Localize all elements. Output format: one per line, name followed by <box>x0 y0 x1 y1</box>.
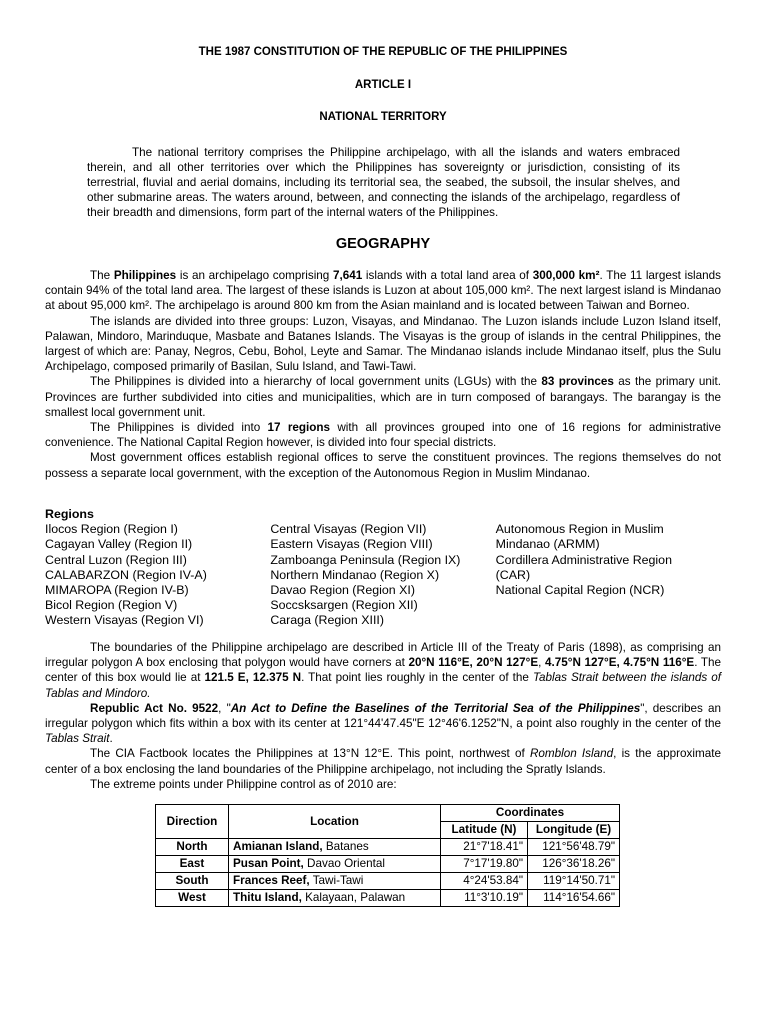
geography-paragraph-1: The Philippines is an archipelago comprising 7,641 islands with a total land area of 300,000 km². The 11 largest islands contain 94% of the total land area. The largest of these islands is Luzon at about 105,000 km². The next largest island is Mindanao at about 95,000 km². The archipelago is around 800 km from the Asian mainland and is located between Taiwan and Borneo. <box>45 269 721 313</box>
list-item: Northern Mindanao (Region X) <box>270 567 440 582</box>
list-item: Central Luzon (Region III) <box>45 552 187 567</box>
geography-paragraph-3: The Philippines is divided into a hierarchy of local government units (LGUs) with the 83 provinces as the primary unit. Provinces are further subdivided into cities and municipalities, which are in turn composed of barangays. The barangay is the smallest local government unit. <box>45 375 721 419</box>
list-item: Western Visayas (Region VI) <box>45 613 204 628</box>
table-row: North Amianan Island, Batanes 21°7'18.41" 121°56'48.79" <box>156 839 620 856</box>
table-row: South Frances Reef, Tawi-Tawi 4°24'53.84" 119°14'50.71" <box>156 873 620 890</box>
section-heading: NATIONAL TERRITORY <box>319 111 447 123</box>
regions-column-2 <box>270 522 495 628</box>
list-item: Ilocos Region (Region I) <box>45 522 178 537</box>
regions-heading: Regions <box>45 507 94 521</box>
header-longitude: Longitude (E) <box>528 822 620 839</box>
intro-paragraph <box>87 145 680 220</box>
header-location: Location <box>229 805 441 839</box>
geography-paragraph-4: The Philippines is divided into 17 regions with all provinces grouped into one of 16 regions for administrative convenience. The National Capital Region however, is divided into four special districts. <box>45 421 721 450</box>
list-item: Cagayan Valley (Region II) <box>45 537 193 552</box>
geography-paragraph-5: Most government offices establish regional offices to serve the constituent provinces. The regions themselves do not possess a separate local government, with the exception of the Autonomous Region in Muslim Mindanao. <box>45 451 721 480</box>
list-item: CALABARZON (Region IV-A) <box>45 567 207 582</box>
boundaries-paragraph-1: The boundaries of the Philippine archipelago are described in Article III of the Treaty of Paris (1898), as comprising an irregular polygon A box enclosing that polygon would have corners at 20°N 116°E, 20°N 127°E, 4.75°N 127°E, 4.75°N 116°E. The center of this box would lie at 121.5 E, 12.375 N. That point lies roughly in the center of the Tablas Strait between the islands of Tablas and Mindoro. <box>45 641 721 700</box>
regions-column-1 <box>45 522 270 628</box>
list-item: Caraga (Region XIII) <box>270 613 384 628</box>
table-row: West Thitu Island, Kalayaan, Palawan 11°3'10.19" 114°16'54.66" <box>156 890 620 907</box>
geography-body <box>45 268 721 481</box>
boundaries-paragraph-2: Republic Act No. 9522, "An Act to Define the Baselines of the Territorial Sea of the Philippines", describes an irregular polygon which fits within a box with its center at 121°44'47.45"E 12°46'6.1252"N, a point also roughly in the center of the Tablas Strait. <box>45 701 721 746</box>
regions-section <box>45 507 721 629</box>
intro-text: The national territory comprises the Philippine archipelago, with all the islands and waters embraced therein, and all other territories over which the Philippines has sovereignty or jurisdiction, consisting of its terrestrial, fluvial and aerial domains, including its territorial sea, the seabed, the subsoil, the insular shelves, and other submarine areas. The waters around, between, and connecting the islands of the archipelago, regardless of their breadth and dimensions, form part of the internal waters of the Philippines. <box>87 146 680 219</box>
list-item: National Capital Region (NCR) <box>495 583 665 598</box>
list-item: Eastern Visayas (Region VIII) <box>270 537 433 552</box>
list-item: Cordillera Administrative Region <box>495 552 672 567</box>
regions-column-3 <box>496 522 721 628</box>
list-item: MIMAROPA (Region IV-B) <box>45 583 189 598</box>
header-latitude: Latitude (N) <box>441 822 528 839</box>
list-item: Zamboanga Peninsula (Region IX) <box>270 552 461 567</box>
list-item: Davao Region (Region XI) <box>270 583 415 598</box>
geography-paragraph-2: The islands are divided into three groups: Luzon, Visayas, and Mindanao. The Luzon islands include Luzon Island itself, Palawan, Mindoro, Marinduque, Masbate and Batanes Islands. The Visayas is the group of islands in the central Philippines, the largest of which are: Panay, Negros, Cebu, Bohol, Leyte and Samar. The Mindanao islands include Mindanao itself, plus the Sulu Archipelago, composed primarily of Basilan, Sulu Island, and Tawi-Tawi. <box>45 314 721 374</box>
list-item: Bicol Region (Region V) <box>45 598 178 613</box>
boundaries-paragraph-3: The CIA Factbook locates the Philippines at 13°N 12°E. This point, northwest of Romblon Island, is the approximate center of a box enclosing the land boundaries of the Philippine archipelago, not including the Spratly Islands. <box>45 747 721 776</box>
list-item: Autonomous Region in Muslim <box>495 522 664 537</box>
extreme-points-table <box>155 804 620 907</box>
list-item: Central Visayas (Region VII) <box>270 522 427 537</box>
geography-heading: GEOGRAPHY <box>335 236 431 252</box>
article-heading: ARTICLE I <box>354 79 412 91</box>
list-item: Soccsksargen (Region XII) <box>270 598 418 613</box>
list-item: Mindanao (ARMM) <box>495 537 600 552</box>
list-item: (CAR) <box>495 567 531 582</box>
header-direction: Direction <box>156 805 229 839</box>
boundaries-body <box>45 640 721 792</box>
document-title: THE 1987 CONSTITUTION OF THE REPUBLIC OF THE PHILIPPINES <box>198 46 568 58</box>
header-coordinates: Coordinates <box>441 805 620 822</box>
extreme-points-table-wrapper <box>155 804 620 907</box>
boundaries-paragraph-4: The extreme points under Philippine control as of 2010 are: <box>90 777 397 791</box>
table-row: East Pusan Point, Davao Oriental 7°17'19.80" 126°36'18.26" <box>156 856 620 873</box>
